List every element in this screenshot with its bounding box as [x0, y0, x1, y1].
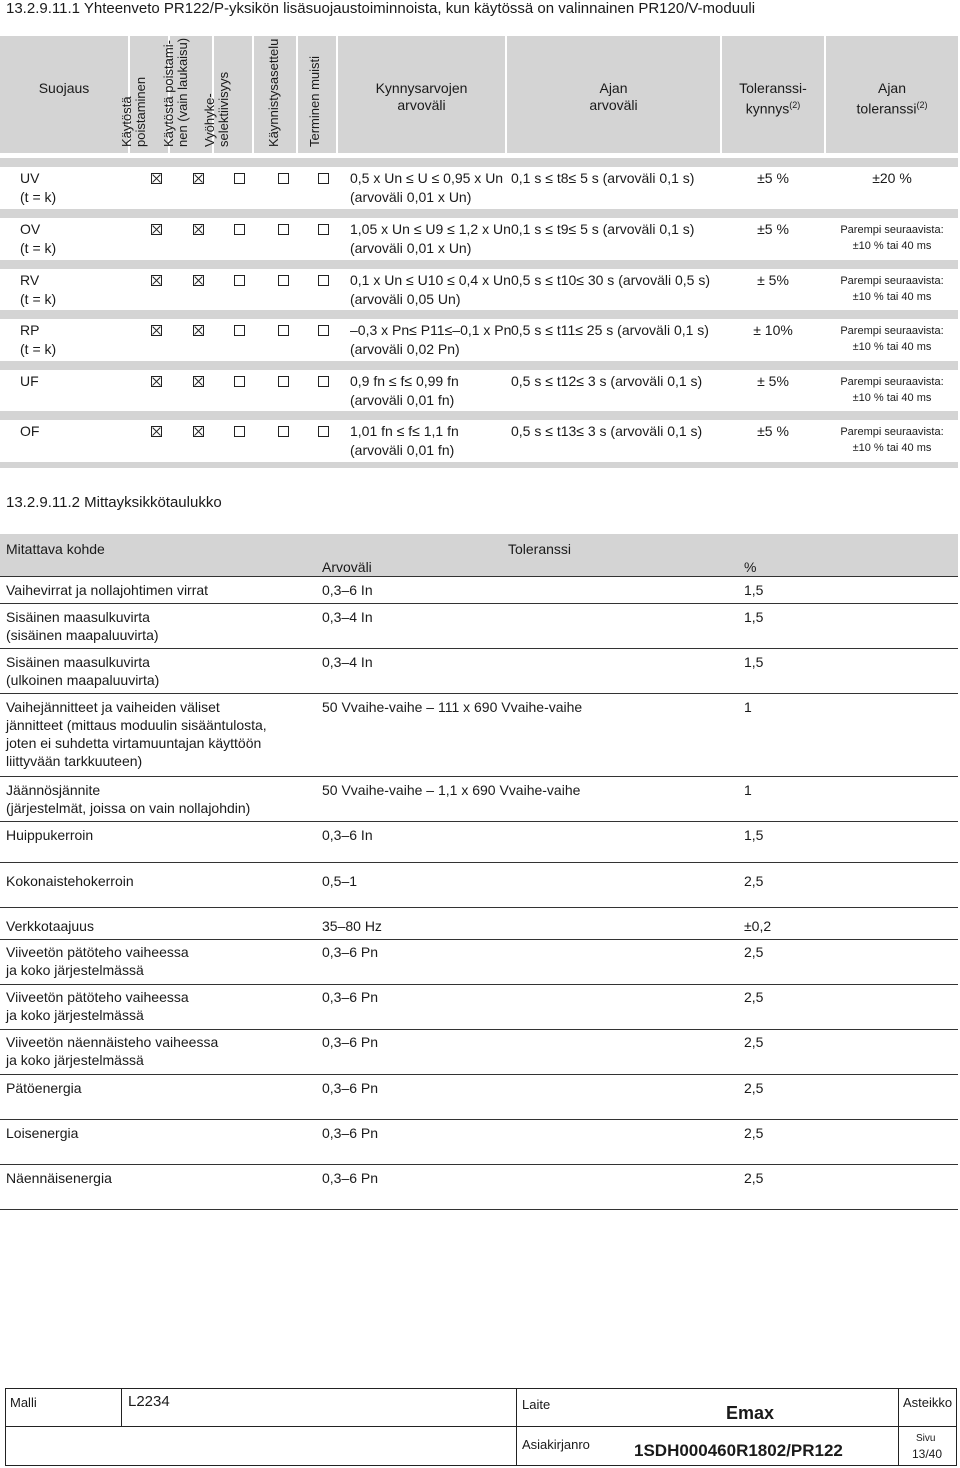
unchecked-box-icon [234, 325, 245, 336]
measurement-percent: 1,5 [744, 827, 764, 843]
measurement-item: Huippukerroin [6, 827, 94, 843]
measurement-item: Vaihevirrat ja nollajohtimen virrat [6, 582, 209, 598]
header-time-range: Ajan arvoväli [589, 80, 638, 113]
measurement-percent: 1 [744, 699, 752, 715]
threshold-tolerance: ± 10% [753, 322, 793, 338]
measurement-item: Pätöenergia [6, 1080, 82, 1096]
threshold-range: 0,9 fn ≤ f≤ 0,99 fn (arvoväli 0,01 fn) [350, 373, 459, 408]
header-disable: Käytöstä poistaminen [119, 76, 148, 147]
time-tolerance: Parempi seuraavista: ±10 % tai 40 ms [840, 325, 944, 353]
unchecked-box-icon [318, 376, 329, 387]
threshold-range: 1,01 fn ≤ f≤ 1,1 fn (arvoväli 0,01 fn) [350, 423, 459, 458]
time-range: 0,1 s ≤ t9≤ 5 s (arvoväli 0,1 s) [511, 221, 695, 237]
unchecked-box-icon [278, 275, 289, 286]
time-range: 0,5 s ≤ t12≤ 3 s (arvoväli 0,1 s) [511, 373, 703, 389]
measurement-percent: 2,5 [744, 1080, 764, 1096]
threshold-tolerance: ±5 % [757, 423, 789, 439]
asteikko-label: Asteikko [903, 1395, 953, 1410]
unchecked-box-icon [318, 426, 329, 437]
measurement-range: 0,3–6 In [322, 827, 373, 843]
sivu-value: 13/40 [912, 1447, 943, 1461]
measurement-item: Vaihejännitteet ja vaiheiden väliset jännitteet (mittaus moduulin sisääntulosta, joten ei suhdetta virtamuuntajan käyttöön liittyvään tarkkuuteen) [6, 699, 267, 769]
measurement-range: 0,3–6 In [322, 582, 373, 598]
unchecked-box-icon [234, 173, 245, 184]
threshold-range: 1,05 x Un ≤ U9 ≤ 1,2 x Un (arvoväli 0,01 x Un) [350, 221, 511, 256]
protection-name: UF [20, 373, 39, 389]
checked-box-icon [193, 376, 204, 387]
header-threshold-tolerance: Toleranssi- kynnys$^{(2)}$ [739, 80, 807, 117]
measurement-range: 50 Vvaihe-vaihe – 1,1 x 690 Vvaihe-vaihe [322, 782, 581, 798]
header-zone-selectivity: Vyöhyke- selektiivisyys [202, 71, 231, 147]
checked-box-icon [151, 275, 162, 286]
measurement-percent: 2,5 [744, 1034, 764, 1050]
measurement-range: 0,3–6 Pn [322, 944, 379, 960]
measurement-range: 0,3–6 Pn [322, 1034, 379, 1050]
unchecked-box-icon [278, 173, 289, 184]
measurement-percent: ±0,2 [744, 918, 772, 934]
time-range: 0,5 s ≤ t11≤ 25 s (arvoväli 0,1 s) [511, 322, 709, 338]
measurement-percent: 1 [744, 782, 752, 798]
checked-box-icon [151, 173, 162, 184]
checked-box-icon [193, 224, 204, 235]
measurement-item: Jäännösjännite (järjestelmät, joissa on vain nollajohdin) [6, 782, 251, 816]
header-time-tolerance: Ajan toleranssi$^{(2)}$ [856, 80, 928, 117]
protection-name: RP (t = k) [20, 322, 57, 357]
measurement-percent: 1,5 [744, 582, 764, 598]
measurement-range: 0,3–6 Pn [322, 1080, 379, 1096]
unchecked-box-icon [278, 426, 289, 437]
measurement-item: Näennäisenergia [6, 1170, 112, 1186]
protection-name: UV (t = k) [20, 170, 57, 205]
measurement-percent: 1,5 [744, 654, 764, 670]
document-footer [5, 1388, 957, 1466]
measurement-percent: 2,5 [744, 873, 764, 889]
unchecked-box-icon [278, 325, 289, 336]
header-percent: % [744, 559, 757, 575]
checked-box-icon [151, 426, 162, 437]
unchecked-box-icon [234, 426, 245, 437]
header-threshold-range: Kynnysarvojen arvoväli [375, 80, 468, 113]
protection-name: OV (t = k) [20, 221, 57, 256]
measurement-range: 0,3–6 Pn [322, 989, 379, 1005]
header-thermal-memory: Terminen muisti [307, 55, 322, 147]
checked-box-icon [151, 325, 162, 336]
laite-value: Emax [726, 1403, 775, 1423]
checked-box-icon [151, 376, 162, 387]
measurement-range: 50 Vvaihe-vaihe – 111 x 690 Vvaihe-vaihe [322, 699, 583, 715]
measurement-item: Viiveetön pätöteho vaiheessa ja koko järjestelmässä [6, 944, 189, 978]
time-range: 0,1 s ≤ t8≤ 5 s (arvoväli 0,1 s) [511, 170, 695, 186]
time-tolerance: Parempi seuraavista: ±10 % tai 40 ms [840, 376, 944, 404]
time-tolerance: Parempi seuraavista: ±10 % tai 40 ms [840, 275, 944, 303]
measurement-percent: 2,5 [744, 1170, 764, 1186]
checked-box-icon [193, 325, 204, 336]
measurement-item: Verkkotaajuus [6, 918, 94, 934]
time-range: 0,5 s ≤ t10≤ 30 s (arvoväli 0,5 s) [511, 272, 711, 288]
threshold-range: 0,1 x Un ≤ U10 ≤ 0,4 x Un (arvoväli 0,05 Un) [350, 272, 511, 307]
measurement-range: 0,3–4 In [322, 654, 373, 670]
measurement-percent: 2,5 [744, 944, 764, 960]
unchecked-box-icon [278, 224, 289, 235]
asiakirjanro-label: Asiakirjanro [522, 1437, 590, 1452]
checked-box-icon [193, 173, 204, 184]
threshold-range: 0,5 x Un ≤ U ≤ 0,95 x Un (arvoväli 0,01 x Un) [350, 170, 504, 205]
checked-box-icon [151, 224, 162, 235]
header-disable-trip-only: Käytöstä poistami- nen (vain laukaisu) [161, 37, 190, 147]
header-suojaus: Suojaus [38, 80, 90, 96]
threshold-tolerance: ±5 % [757, 221, 789, 237]
measurement-item: Sisäinen maasulkuvirta (ulkoinen maapaluuvirta) [6, 654, 160, 688]
laite-label: Laite [522, 1397, 551, 1412]
unchecked-box-icon [318, 325, 329, 336]
unchecked-box-icon [234, 224, 245, 235]
measurement-item: Kokonaistehokerroin [6, 873, 134, 889]
section-title: 13.2.9.11.1 Yhteenveto PR122/P-yksikön lisäsuojaustoiminnoista, kun käytössä on valinnainen PR120/V-moduuli [6, 0, 756, 17]
protection-name: OF [20, 423, 40, 439]
measurement-item: Viiveetön näennäisteho vaiheessa ja koko järjestelmässä [6, 1034, 219, 1068]
checked-box-icon [193, 426, 204, 437]
unchecked-box-icon [278, 376, 289, 387]
measurement-item: Loisenergia [6, 1125, 79, 1141]
measurement-percent: 2,5 [744, 1125, 764, 1141]
unchecked-box-icon [234, 376, 245, 387]
measurement-table-header [0, 534, 958, 576]
measurement-percent: 2,5 [744, 989, 764, 1005]
unchecked-box-icon [318, 224, 329, 235]
threshold-tolerance: ± 5% [757, 373, 789, 389]
header-range: Arvoväli [322, 559, 372, 575]
protection-name: RV (t = k) [20, 272, 57, 307]
measurement-range: 0,3–6 Pn [322, 1170, 379, 1186]
measurement-percent: 1,5 [744, 609, 764, 625]
measurement-item: Sisäinen maasulkuvirta (sisäinen maapaluuvirta) [6, 609, 159, 643]
section-title: 13.2.9.11.2 Mittayksikkötaulukko [6, 494, 222, 511]
header-start-up: Käynnistysasettelu [266, 38, 281, 147]
threshold-range: –0,3 x Pn≤ P11≤–0,1 x Pn (arvoväli 0,02 Pn) [350, 322, 512, 357]
asiakirjanro-value: 1SDH000460R1802/PR122 [634, 1441, 843, 1460]
time-tolerance: Parempi seuraavista: ±10 % tai 40 ms [840, 426, 944, 454]
unchecked-box-icon [318, 275, 329, 286]
threshold-tolerance: ±5 % [757, 170, 789, 186]
header-item: Mitattava kohde [6, 541, 105, 557]
unchecked-box-icon [318, 173, 329, 184]
measurement-range: 0,3–6 Pn [322, 1125, 379, 1141]
measurement-range: 0,3–4 In [322, 609, 373, 625]
measurement-range: 35–80 Hz [322, 918, 382, 934]
time-tolerance: Parempi seuraavista: ±10 % tai 40 ms [840, 224, 944, 252]
header-tolerance: Toleranssi [508, 541, 572, 557]
sivu-label: Sivu [916, 1433, 936, 1444]
checked-box-icon [193, 275, 204, 286]
malli-label: Malli [10, 1395, 37, 1410]
threshold-tolerance: ± 5% [757, 272, 789, 288]
measurement-range: 0,5–1 [322, 873, 358, 889]
unchecked-box-icon [234, 275, 245, 286]
malli-value: L2234 [128, 1393, 170, 1410]
measurement-item: Viiveetön pätöteho vaiheessa ja koko järjestelmässä [6, 989, 189, 1023]
time-tolerance: ±20 % [872, 170, 912, 186]
time-range: 0,5 s ≤ t13≤ 3 s (arvoväli 0,1 s) [511, 423, 703, 439]
protection-table-header [0, 36, 958, 153]
